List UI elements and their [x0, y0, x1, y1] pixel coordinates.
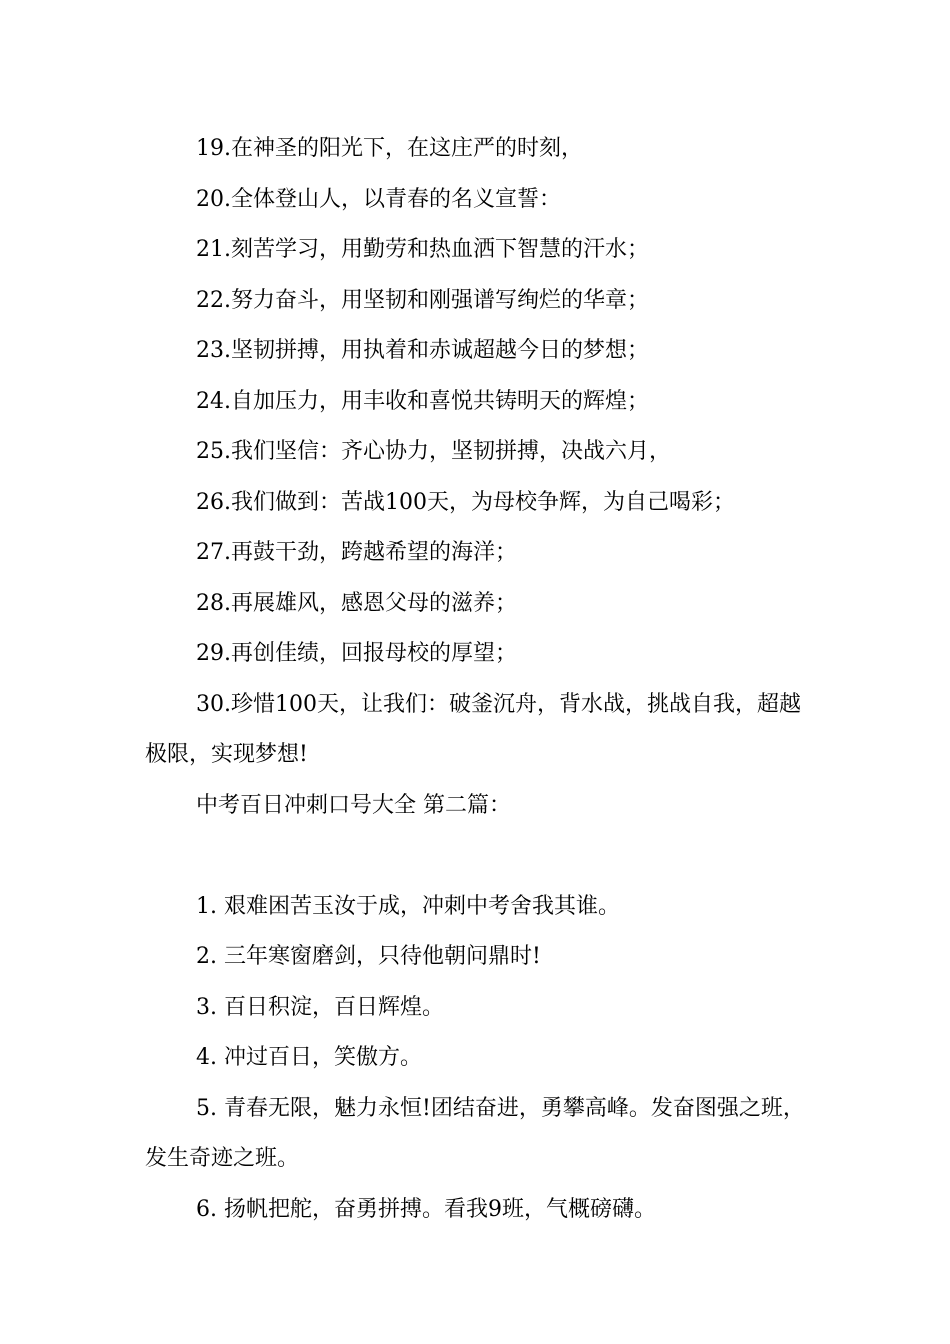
blank-line — [145, 831, 810, 882]
section-heading: 中考百日冲刺口号大全 第二篇： — [196, 792, 511, 818]
paragraph: 25.我们坚信：齐心协力，坚韧拼搏，决战六月， — [196, 439, 671, 464]
paragraph: 26.我们做到：苦战100天，为母校争辉，为自己喝彩； — [196, 489, 735, 515]
paragraph: 4. 冲过百日，笑傲方。 — [196, 1045, 422, 1070]
paragraph: 20.全体登山人，以青春的名义宣誓： — [196, 186, 561, 212]
paragraph: 23.坚韧拼搏，用执着和赤诚超越今日的梦想； — [196, 338, 649, 363]
paragraph: 2. 三年寒窗磨剑，只待他朝问鼎时! — [196, 944, 541, 969]
paragraph: 19.在神圣的阳光下，在这庄严的时刻， — [196, 136, 583, 161]
paragraph: 21.刻苦学习，用勤劳和热血洒下智慧的汗水； — [196, 237, 649, 262]
paragraph: 6. 扬帆把舵，奋勇拼搏。看我9班，气概磅礴。 — [196, 1196, 656, 1222]
paragraph: 24.自加压力，用丰收和喜悦共铸明天的辉煌； — [196, 388, 649, 414]
paragraph: 1. 艰难困苦玉汝于成，冲刺中考舍我其谁。 — [196, 893, 620, 919]
paragraph: 3. 百日积淀，百日辉煌。 — [196, 994, 444, 1020]
paragraph: 27.再鼓干劲，跨越希望的海洋； — [196, 540, 517, 565]
paragraph: 29.再创佳绩，回报母校的厚望； — [196, 641, 517, 666]
paragraph: 5. 青春无限，魅力永恒!团结奋进，勇攀高峰。发奋图强之班，发生奇迹之班。 — [145, 1095, 805, 1171]
paragraph: 28.再展雄风，感恩父母的滋养； — [196, 590, 517, 616]
paragraph: 30.珍惜100天，让我们：破釜沉舟，背水战，挑战自我，超越极限，实现梦想! — [145, 691, 801, 767]
paragraph: 22.努力奋斗，用坚韧和刚强谱写绚烂的华章； — [196, 287, 649, 313]
document-body — [145, 124, 810, 1235]
